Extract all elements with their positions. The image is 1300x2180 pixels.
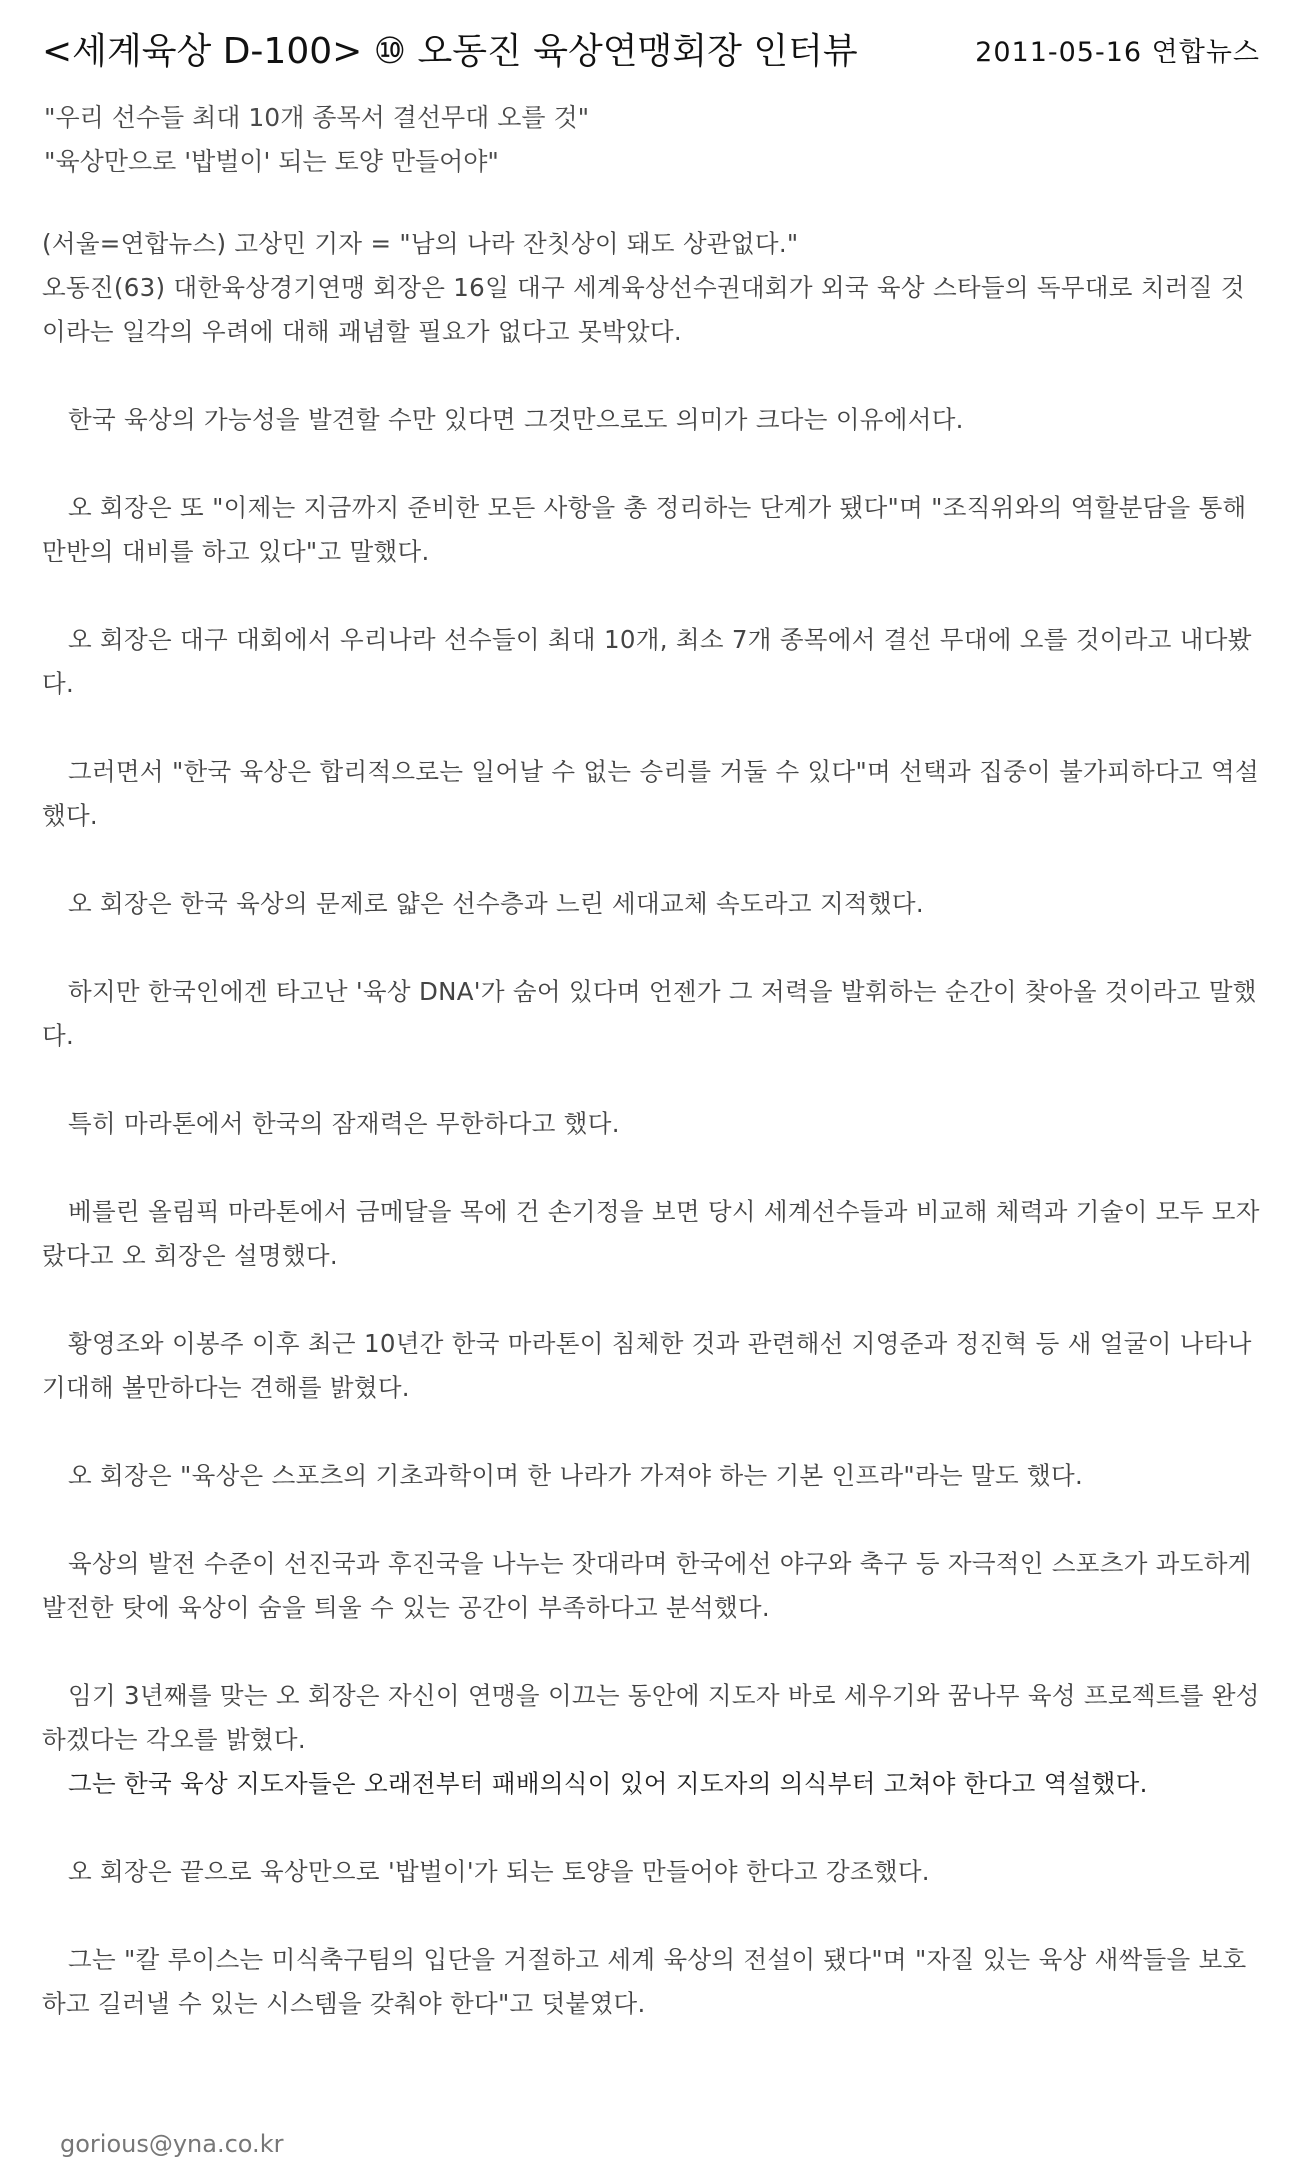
paragraph: 임기 3년째를 맞는 오 회장은 자신이 연맹을 이끄는 동안에 지도자 바로 세우기와 꿈나무 육성 프로젝트를 완성하겠다는 각오를 밝혔다. <box>42 1681 1260 1754</box>
subheadlines <box>44 96 1260 184</box>
paragraph: 그러면서 "한국 육상은 합리적으로는 일어날 수 없는 승리를 거둘 수 있다"며 선택과 집중이 불가피하다고 역설했다. <box>42 757 1259 830</box>
article-body <box>42 222 1264 2026</box>
dateline: 2011-05-16 연합뉴스 <box>975 37 1260 68</box>
paragraph: 오 회장은 한국 육상의 문제로 얇은 선수층과 느린 세대교체 속도라고 지적했다. <box>68 889 924 918</box>
paragraph: 하지만 한국인에겐 타고난 '육상 DNA'가 숨어 있다며 언젠가 그 저력을 발휘하는 순간이 찾아올 것이라고 말했다. <box>42 977 1257 1050</box>
paragraph: 오 회장은 또 "이제는 지금까지 준비한 모든 사항을 총 정리하는 단계가 됐다"며 "조직위와의 역할분담을 통해 만반의 대비를 하고 있다"고 말했다. <box>42 493 1247 566</box>
subheadline-2: "육상만으로 '밥벌이' 되는 토양 만들어야" <box>44 147 499 176</box>
paragraph: 황영조와 이봉주 이후 최근 10년간 한국 마라톤이 침체한 것과 관련해선 지영준과 정진혁 등 새 얼굴이 나타나 기대해 볼만하다는 견해를 밝혔다. <box>42 1329 1252 1402</box>
paragraph: 그는 "칼 루이스는 미식축구팀의 입단을 거절하고 세계 육상의 전설이 됐다"며 "자질 있는 육상 새싹들을 보호하고 길러낼 수 있는 시스템을 갖춰야 한다"고 덧붙였다. <box>42 1945 1247 2018</box>
headline: <세계육상 D-100> ⑩ 오동진 육상연맹회장 인터뷰 <box>42 31 858 72</box>
paragraph: 오 회장은 대구 대회에서 우리나라 선수들이 최대 10개, 최소 7개 종목에서 결선 무대에 오를 것이라고 내다봤다. <box>42 625 1252 698</box>
reporter-email: gorious@yna.co.kr <box>60 2130 284 2158</box>
subheadline-1: "우리 선수들 최대 10개 종목서 결선무대 오를 것" <box>44 103 590 132</box>
paragraph: 그는 한국 육상 지도자들은 오래전부터 패배의식이 있어 지도자의 의식부터 고쳐야 한다고 역설했다. <box>68 1769 1148 1798</box>
paragraph: 오 회장은 "육상은 스포츠의 기초과학이며 한 나라가 가져야 하는 기본 인프라"라는 말도 했다. <box>68 1461 1084 1490</box>
paragraph: 육상의 발전 수준이 선진국과 후진국을 나누는 잣대라며 한국에선 야구와 축구 등 자극적인 스포츠가 과도하게 발전한 탓에 육상이 숨을 틔울 수 있는 공간이 부족하다고 분석했다. <box>42 1549 1252 1622</box>
paragraph: 한국 육상의 가능성을 발견할 수만 있다면 그것만으로도 의미가 크다는 이유에서다. <box>68 405 964 434</box>
paragraph: 특히 마라톤에서 한국의 잠재력은 무한하다고 했다. <box>68 1109 620 1138</box>
paragraph: 오 회장은 끝으로 육상만으로 '밥벌이'가 되는 토양을 만들어야 한다고 강조했다. <box>68 1857 930 1886</box>
paragraph-lead: (서울=연합뉴스) 고상민 기자 = "남의 나라 잔칫상이 돼도 상관없다." <box>42 229 799 258</box>
article-header <box>42 24 1260 80</box>
paragraph: 베를린 올림픽 마라톤에서 금메달을 목에 건 손기정을 보면 당시 세계선수들과 비교해 체력과 기술이 모두 모자랐다고 오 회장은 설명했다. <box>42 1197 1260 1270</box>
paragraph: 오동진(63) 대한육상경기연맹 회장은 16일 대구 세계육상선수권대회가 외국 육상 스타들의 독무대로 치러질 것이라는 일각의 우려에 대해 괘념할 필요가 없다고 못박았다. <box>42 273 1245 346</box>
